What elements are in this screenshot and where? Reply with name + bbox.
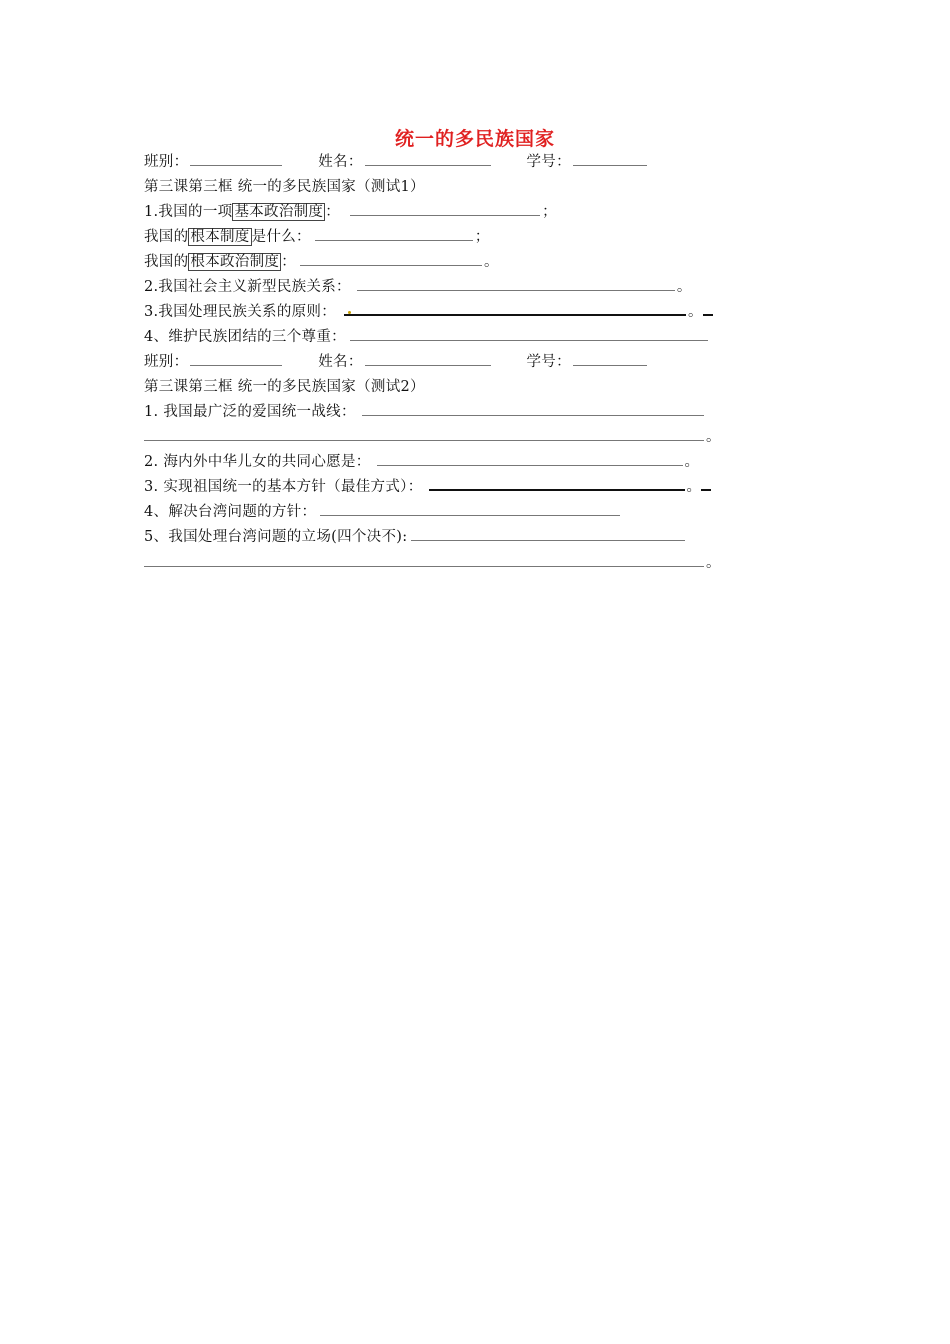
answer-blank[interactable] [315, 228, 473, 241]
test2-question-4: 4、解决台湾问题的方针： [144, 502, 622, 524]
marker-dot [348, 311, 351, 314]
test1-question-1c: 我国的 根本政治制度 ： 。 [144, 254, 499, 270]
answer-blank-continued[interactable] [144, 566, 704, 567]
answer-blank[interactable] [350, 203, 540, 216]
period-mark: 。 [706, 555, 721, 571]
boxed-term-fundamental-political-system: 根本政治制度 [190, 254, 280, 270]
period-mark: 。 [706, 429, 721, 445]
name-blank[interactable] [365, 153, 491, 166]
answer-blank[interactable] [362, 403, 704, 416]
test2-heading: 第三课第三框 统一的多民族国家（测试2） [144, 379, 425, 395]
answer-blank[interactable] [411, 528, 685, 541]
test1-heading: 第三课第三框 统一的多民族国家（测试1） [144, 179, 425, 195]
number-blank[interactable] [573, 353, 647, 366]
name-label: 姓名： [318, 354, 363, 370]
student-info-header-2 [144, 352, 649, 374]
test1-question-3: 3.我国处理民族关系的原则： 。 [144, 302, 715, 324]
student-info-header-1 [144, 152, 649, 174]
boxed-term-fundamental-system: 根本制度 [190, 229, 250, 245]
answer-blank-continued[interactable] [144, 440, 704, 441]
class-blank[interactable] [190, 353, 282, 366]
answer-blank[interactable] [429, 477, 685, 491]
class-blank[interactable] [190, 153, 282, 166]
answer-blank[interactable] [300, 253, 482, 266]
answer-blank[interactable] [377, 453, 683, 466]
test2-question-1: 1. 我国最广泛的爱国统一战线： [144, 402, 706, 424]
test1-question-1a: 1.我国的一项 基本政治制度 ： ； [144, 204, 557, 220]
answer-blank[interactable] [320, 503, 620, 516]
name-blank[interactable] [365, 353, 491, 366]
test2-question-5: 5、我国处理台湾问题的立场(四个决不): [144, 527, 687, 549]
test1-question-4: 4、维护民族团结的三个尊重： [144, 327, 710, 349]
number-label: 学号： [526, 154, 571, 170]
class-label: 班别： [144, 154, 189, 170]
test1-question-2: 2.我国社会主义新型民族关系： 。 [144, 279, 692, 295]
number-blank[interactable] [573, 153, 647, 166]
test2-question-3: 3. 实现祖国统一的基本方针（最佳方式）： 。 [144, 477, 713, 499]
test1-question-1b: 我国的 根本制度 是什么： ； [144, 229, 490, 245]
page-title: 统一的多民族国家 [394, 128, 555, 150]
name-label: 姓名： [318, 154, 363, 170]
answer-blank[interactable] [357, 278, 675, 291]
answer-blank[interactable] [350, 328, 708, 341]
number-label: 学号： [526, 354, 571, 370]
class-label: 班别： [144, 354, 189, 370]
answer-blank[interactable] [344, 302, 686, 316]
boxed-term-basic-political-system: 基本政治制度 [234, 204, 324, 220]
test2-question-2: 2. 海内外中华儿女的共同心愿是： 。 [144, 454, 700, 470]
